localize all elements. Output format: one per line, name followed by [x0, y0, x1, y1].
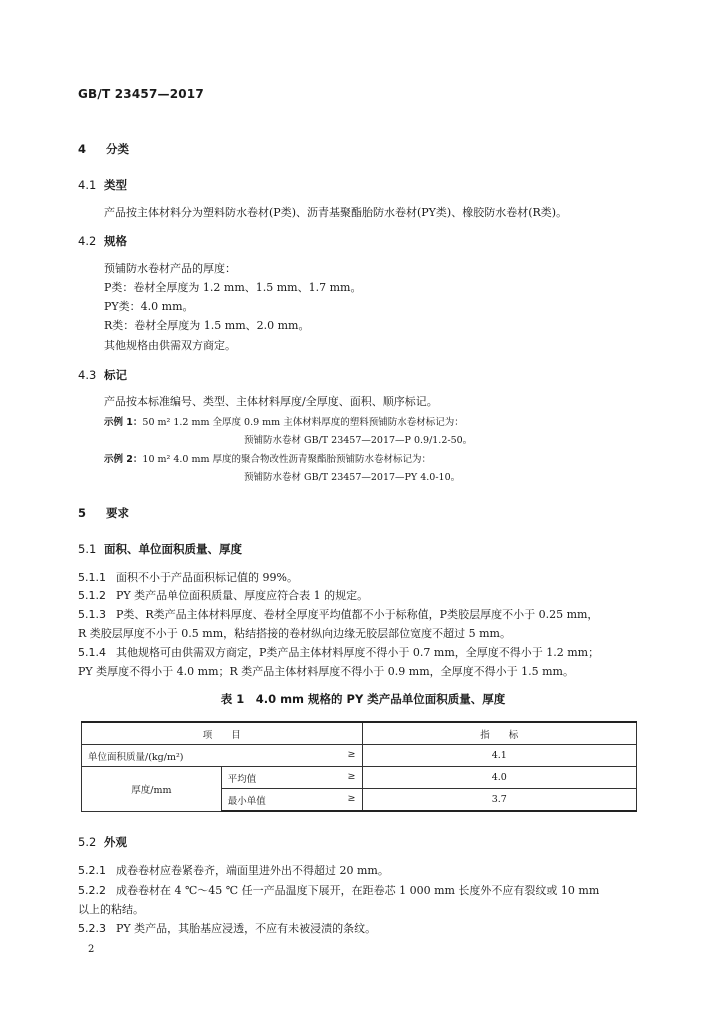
section-4-3-text: 产品按本标准编号、类型、主体材料厚度/全厚度、面积、顺序标记。: [104, 395, 438, 408]
table-row: [82, 767, 637, 789]
clause-5-2-2: [78, 882, 599, 898]
table-header-row: [82, 722, 637, 745]
section-title: 外观: [104, 835, 127, 849]
section-number: 4.3: [78, 368, 97, 382]
example-label: 示例 2：: [104, 454, 143, 465]
row-item: 单位面积质量/(kg/m²): [88, 751, 184, 763]
clause-5-1-1: [78, 569, 298, 585]
clause-number: 5.1.2: [78, 589, 106, 602]
example-text: 10 m² 4.0 mm 厚度的聚合物改性沥青聚酯胎预铺防水卷材标记为：: [142, 454, 432, 465]
section-5-heading: [78, 505, 129, 521]
spec-line: 预铺防水卷材产品的厚度：: [104, 262, 236, 275]
section-title: 规格: [104, 234, 127, 248]
clause-text: 成卷卷材在 4 ℃～45 ℃ 任一产品温度下展开，在距卷芯 1 000 mm 长度外不应有裂纹或 10 mm: [116, 884, 600, 897]
section-number: 4.1: [78, 178, 97, 192]
clause-text: 面积不小于产品面积标记值的 99%。: [116, 571, 298, 584]
section-4-2-heading: [78, 233, 127, 249]
gte-symbol: ≥: [347, 770, 356, 782]
clause-text: 成卷卷材应卷紧卷齐，端面里进外出不得超过 20 mm。: [116, 864, 389, 877]
row-sub: 平均值: [227, 773, 257, 785]
page-number: 2: [88, 944, 95, 955]
section-number: 5: [78, 506, 87, 520]
spec-line: R类：卷材全厚度为 1.5 mm、2.0 mm。: [104, 319, 310, 332]
clause-number: 5.1.4: [78, 646, 106, 659]
spec-table: [81, 721, 637, 812]
section-number: 5.2: [78, 835, 97, 849]
row-sub: 最小单值: [227, 795, 266, 807]
spec-line: PY类：4.0 mm。: [104, 300, 194, 313]
section-title: 要求: [106, 506, 129, 520]
row-value: 4.1: [362, 745, 636, 767]
clause-text: PY 类产品，其胎基应浸透，不应有未被浸渍的条纹。: [116, 922, 377, 935]
section-4-1-heading: [78, 177, 127, 193]
example-1-mark: 预铺防水卷材 GB/T 23457—2017—P 0.9/1.2-50。: [244, 435, 473, 446]
section-5-1-heading: [78, 541, 242, 557]
row-sub-cell: [221, 767, 362, 789]
clause-text: P类、R类产品主体材料厚度、卷材全厚度平均值都不小于标称值，P类胶层厚度不小于 0.25 mm，: [116, 608, 599, 621]
section-number: 5.1: [78, 542, 97, 556]
standard-id: GB/T 23457—2017: [78, 87, 204, 101]
clause-5-2-1: [78, 862, 389, 878]
gte-symbol: ≥: [347, 748, 356, 760]
clause-number: 5.2.2: [78, 884, 106, 897]
clause-number: 5.1.1: [78, 571, 106, 584]
row-sub-cell: [221, 789, 362, 812]
clause-text: PY 类产品单位面积质量、厚度应符合表 1 的规定。: [116, 589, 369, 602]
clause-number: 5.1.3: [78, 608, 106, 621]
section-4-1-text: 产品按主体材料分为塑料防水卷材(P类)、沥青基聚酯胎防水卷材(PY类)、橡胶防水卷材(R类)。: [104, 206, 568, 219]
example-2: [104, 451, 431, 465]
clause-number: 5.2.3: [78, 922, 106, 935]
clause-5-2-3: [78, 920, 376, 936]
header-index: 指 标: [362, 722, 636, 745]
section-title: 分类: [106, 142, 129, 156]
section-4-3-heading: [78, 367, 127, 383]
section-4-heading: [78, 141, 129, 157]
table-row: [82, 745, 637, 767]
clause-5-1-3-continued: R 类胶层厚度不小于 0.5 mm，粘结搭接的卷材纵向边缘无胶层部位宽度不超过 5 mm。: [78, 627, 511, 640]
row-value: 3.7: [362, 789, 636, 812]
clause-text: 其他规格可由供需双方商定，P类产品主体材料厚度不得小于 0.7 mm，全厚度不得小于 1.2 mm；: [116, 646, 600, 659]
spec-line: 其他规格由供需双方商定。: [104, 339, 236, 352]
section-5-2-heading: [78, 834, 127, 850]
table-caption: 表 1 4.0 mm 规格的 PY 类产品单位面积质量、厚度: [220, 692, 506, 706]
clause-5-1-2: [78, 587, 368, 603]
section-number: 4.2: [78, 234, 97, 248]
clause-5-1-3: [78, 606, 598, 622]
row-item-cell: [82, 745, 363, 767]
example-text: 50 m² 1.2 mm 全厚度 0.9 mm 主体材料厚度的塑料预铺防水卷材标记为：: [142, 417, 464, 428]
row-group: 厚度/mm: [82, 767, 222, 812]
row-value: 4.0: [362, 767, 636, 789]
clause-5-2-2-continued: 以上的粘结。: [78, 903, 144, 916]
example-1: [104, 414, 464, 428]
clause-5-1-4: [78, 644, 599, 660]
header-item: 项 目: [82, 722, 363, 745]
example-2-mark: 预铺防水卷材 GB/T 23457—2017—PY 4.0-10。: [244, 472, 461, 483]
clause-number: 5.2.1: [78, 864, 106, 877]
clause-5-1-4-continued: PY 类厚度不得小于 4.0 mm；R 类产品主体材料厚度不得小于 0.9 mm，全厚度不得小于 1.5 mm。: [78, 665, 574, 678]
gte-symbol: ≥: [347, 792, 356, 804]
section-title: 面积、单位面积质量、厚度: [104, 542, 242, 556]
section-title: 类型: [104, 178, 127, 192]
section-number: 4: [78, 142, 87, 156]
example-label: 示例 1：: [104, 417, 143, 428]
section-title: 标记: [104, 368, 127, 382]
spec-line: P类：卷材全厚度为 1.2 mm、1.5 mm、1.7 mm。: [104, 281, 362, 294]
